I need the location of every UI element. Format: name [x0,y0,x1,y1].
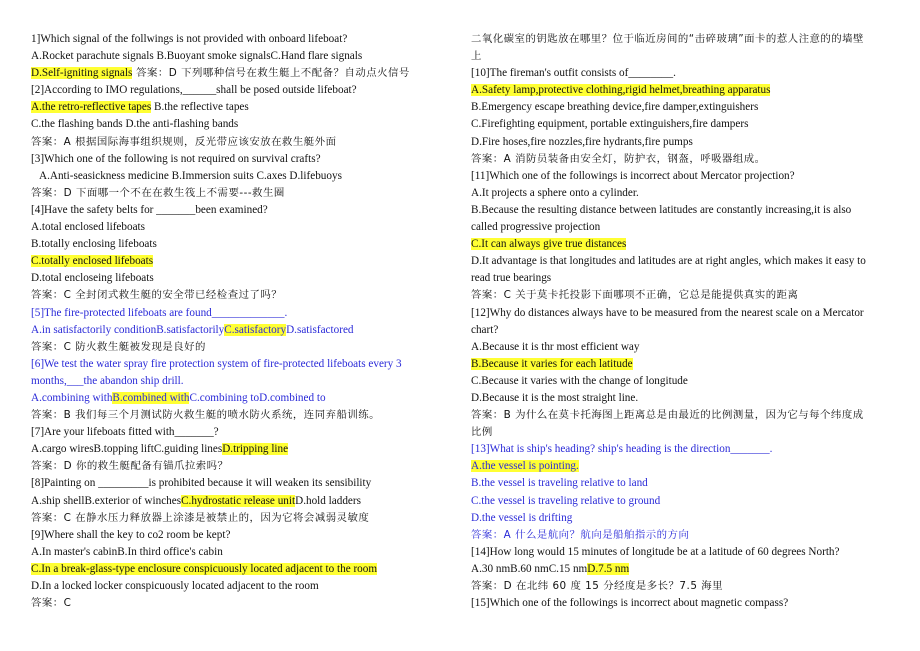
text-line [31,475,451,492]
text-line [31,185,451,202]
text-line [471,322,911,339]
text-line [471,82,911,99]
answer-explanation: 答案：D 下面哪一个不在在救生筏上不需要---救生圈 [31,186,285,199]
left-column [31,31,451,612]
answer-explanation: 答案：D 在北纬 60 度 15 分经度是多长？7.5 海里 [471,580,724,592]
highlighted-answer: A.Safety lamp,protective clothing,rigid helmet,breathing apparatus [471,84,771,97]
highlighted-answer: C.hydrostatic release unit [181,494,296,507]
text-line [471,356,911,373]
text-line [31,322,451,339]
answer-explanation: 答案：C 防火救生艇被发现是良好的 [31,340,206,353]
text-run: [6]We test the water spray fire protection system of fire-protected lifeboats every 3 [31,357,402,370]
text-run: B.the reflective tapes [151,101,249,114]
text-line [471,134,911,151]
answer-explanation: 答案：A 根据国际海事组织规则，反光带应该安放在救生艇外面 [31,135,337,148]
answer-explanation: 二氧化碳室的钥匙放在哪里？位于临近房间的“击碎玻璃”面卡的惹人注意的的墙壁 [471,33,864,45]
highlighted-answer: D.tripping line [222,443,289,456]
text-run: D.satisfactored [286,323,354,336]
text-line [471,458,911,475]
text-run: D.hold ladders [295,494,361,507]
text-run: A.total enclosed lifeboats [31,221,146,234]
text-run: B.totally enclosing lifeboats [31,238,157,251]
text-run: D.In a locked locker conspicuously located adjacent to the room [31,580,319,592]
text-line [31,253,451,270]
text-run: [2]According to IMO regulations,______shall be posed outside lifeboat? [31,84,357,97]
highlighted-answer: D.7.5 nm [587,562,630,575]
text-line [471,99,911,116]
text-run: B.Because the resulting distance between latitudes are constantly increasing,it is also [471,203,852,216]
right-column [471,31,911,612]
text-line [31,305,451,322]
text-line [471,373,911,390]
text-run: A.30 nmB.60 nmC.15 nm [471,562,588,575]
text-line [471,168,911,185]
text-run: A.ship shellB.exterior of winches [31,494,182,507]
text-run: [15]Which one of the followings is incorrect about magnetic compass? [471,597,789,610]
answer-explanation: 答案：C [31,597,72,610]
text-line [471,236,911,253]
text-run: C.Firefighting equipment, portable extinguishers,fire dampers [471,118,749,131]
text-line [471,339,911,356]
highlighted-answer: C.It can always give true distances [471,238,627,251]
text-line [471,390,911,407]
text-run: [14]How long would 15 minutes of longitude be at a latitude of 60 degrees North? [471,545,840,558]
text-run: [11]Which one of the followings is incorrect about Mercator projection? [471,169,795,182]
text-line [31,424,451,441]
highlighted-answer: B.combined with [112,391,190,404]
answer-explanation: 答案：B 我们每三个月测试防火救生艇的喷水防火系统，连同弃船训练。 [31,409,381,422]
text-run: [8]Painting on _________is prohibited because it will weaken its sensibility [31,477,372,490]
text-run: C.Because it varies with the change of longitude [471,374,688,387]
text-run: called progressive projection [471,221,601,234]
text-line [471,219,911,236]
highlighted-answer: A.the retro-reflective tapes [31,101,152,114]
text-run: D.total encloseing lifeboats [31,272,154,285]
text-run: [12]Why do distances always have to be measured from the nearest scale on a Mercator [471,306,864,319]
text-line [31,493,451,510]
text-line [471,441,911,458]
text-line [31,219,451,236]
text-run: A.It projects a sphere onto a cylinder. [471,186,639,199]
text-line [471,561,911,578]
text-line [471,65,911,82]
text-line [31,390,451,407]
text-line [471,305,911,322]
text-line [471,407,911,424]
text-run: D.Because it is the most straight line. [471,391,639,404]
text-line [31,151,451,168]
text-line [471,510,911,527]
text-line [31,270,451,287]
text-line [31,99,451,116]
text-line [471,48,911,65]
text-run: [9]Where shall the key to co2 room be kept? [31,528,231,541]
text-run: [13]What is ship's heading? ship's heading is the direction_______. [471,443,773,456]
text-line [471,595,911,612]
text-run: A.in satisfactorily conditionB.satisfactorily [31,323,225,336]
text-line [471,424,911,441]
text-line [31,407,451,424]
text-line [471,527,911,544]
highlighted-answer: C.satisfactory [224,323,287,336]
text-run: read true bearings [471,272,552,285]
text-line [31,441,451,458]
text-line [31,168,451,185]
text-line [31,339,451,356]
text-line [471,544,911,561]
answer-explanation: 答案：C 关于莫卡托投影下面哪项不正确，它总是能提供真实的距离 [471,289,799,302]
text-line [31,236,451,253]
text-run: months,___the abandon ship drill. [31,374,184,387]
answer-explanation: 答案：A 什么是航向？航向是船舶指示的方向 [471,528,690,541]
text-run: D.It advantage is that longitudes and latitudes are at right angles, which makes it easy to [471,255,866,268]
text-run: [7]Are your lifeboats fitted with_______? [31,426,219,439]
answer-explanation: 答案：C 在静水压力释放器上涂漆是被禁止的，因为它将会减弱灵敏度 [31,511,370,524]
text-line [471,116,911,133]
text-run: A.Rocket parachute signals B.Buoyant smoke signalsC.Hand flare signals [31,50,363,63]
text-run: C.the vessel is traveling relative to ground [471,494,661,507]
text-line [471,31,911,48]
text-line [471,287,911,304]
answer-explanation: 答案：A 消防员装备由安全灯，防护衣，钢盔，呼吸器组成。 [471,152,766,165]
text-line [31,65,451,82]
text-run: A.Anti-seasickness medicine B.Immersion suits C.axes D.lifebuoys [39,169,342,182]
text-run: 1]Which signal of the follwings is not provided with onboard lifeboat? [31,33,348,45]
answer-explanation: 答案：D 下列哪种信号在救生艇上不配备？自动点火信号 [132,67,410,80]
text-line [31,578,451,595]
text-line [471,578,911,595]
text-run: [4]Have the safety belts for _______been examined? [31,203,268,216]
text-line [471,185,911,202]
highlighted-answer: A.the vessel is pointing. [471,460,579,473]
text-run: A.combining with [31,391,113,404]
answer-explanation: 答案：B 为什么在莫卡托海图上距离总是由最近的比例测量，因为它与每个纬度成 [471,409,864,422]
text-line [31,561,451,578]
text-run: B.Emergency escape breathing device,fire damper,extinguishers [471,101,759,114]
text-line [471,493,911,510]
text-run: [5]The fire-protected lifeboats are found_____________. [31,306,288,319]
text-line [31,287,451,304]
text-run: chart? [471,323,499,336]
text-run: B.the vessel is traveling relative to land [471,477,648,490]
highlighted-answer: C.totally enclosed lifeboats [31,255,154,268]
text-line [471,270,911,287]
text-run: A.In master's cabinB.In third office's cabin [31,545,223,558]
text-run: [10]The fireman's outfit consists of________. [471,67,676,80]
text-line [31,48,451,65]
highlighted-answer: B.Because it varies for each latitude [471,357,633,370]
text-line [31,116,451,133]
text-line [471,253,911,270]
text-line [31,544,451,561]
text-line [31,458,451,475]
text-line [31,134,451,151]
text-line [31,595,451,612]
answer-explanation: 比例 [471,426,493,439]
text-line [31,373,451,390]
answer-explanation: 答案：C 全封闭式救生艇的安全带已经检查过了吗？ [31,289,283,302]
text-run: C.the flashing bands D.the anti-flashing bands [31,118,239,131]
text-line [31,82,451,99]
highlighted-answer: C.In a break-glass-type enclosure conspicuously located adjacent to the room [31,562,378,575]
text-line [31,527,451,544]
text-run: D.the vessel is drifting [471,511,573,524]
text-line [471,202,911,219]
text-run: A.Because it is thr most efficient way [471,340,640,353]
text-line [31,202,451,219]
answer-explanation: 答案：D 你的救生艇配备有锚爪拉索吗？ [31,460,229,473]
highlighted-answer: D.Self-igniting signals [31,67,133,80]
text-line [471,151,911,168]
text-run: C.combining toD.combined to [189,391,326,404]
text-line [31,356,451,373]
text-line [31,510,451,527]
text-line [471,475,911,492]
answer-explanation: 上 [471,50,482,63]
text-line [31,31,451,48]
text-run: [3]Which one of the following is not required on survival crafts? [31,152,321,165]
text-run: D.Fire hoses,fire nozzles,fire hydrants,fire pumps [471,135,693,148]
text-run: A.cargo wiresB.topping liftC.guiding lines [31,443,223,456]
